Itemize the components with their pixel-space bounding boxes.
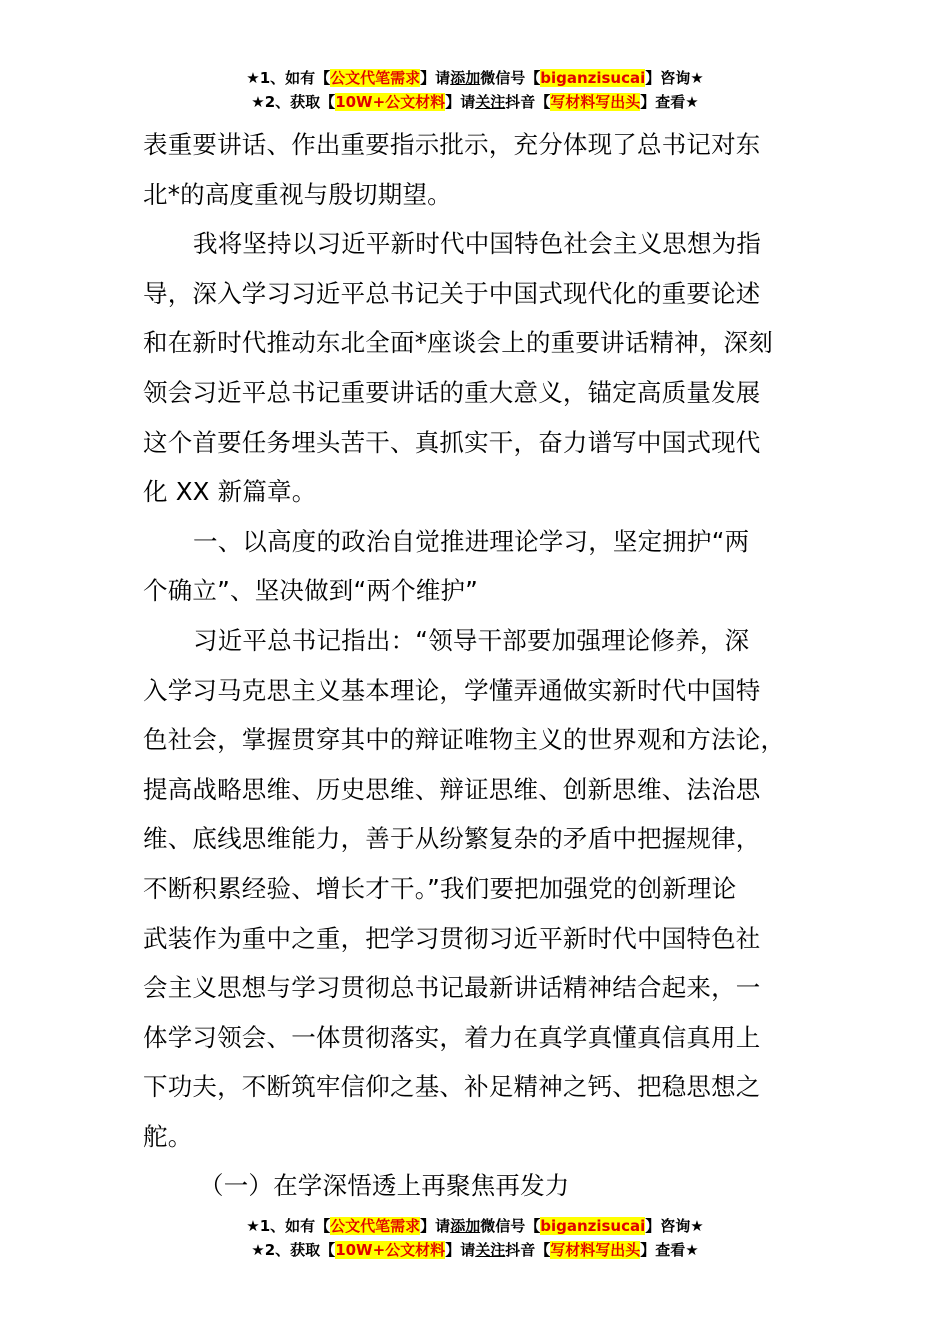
text-line: 不断积累经验、增长才干。”我们要把加强党的创新理论 (143, 873, 737, 903)
text-line: 体学习领会、一体贯彻落实，着力在真学真懂真信真用上 (143, 1022, 761, 1052)
highlight-douyin: 写材料写出头 (550, 93, 641, 111)
banner-line-1: ★1、如有【公文代笔需求】请添加微信号【biganzisucai】咨询★ (246, 1217, 704, 1235)
text-line: 一、以高度的政治自觉推进理论学习，坚定拥护“两 (193, 526, 750, 556)
text-line: 导，深入学习习近平总书记关于中国式现代化的重要论述 (143, 278, 761, 308)
bottom-banner (0, 1214, 950, 1262)
highlight-wechat-id: biganzisucai (540, 1217, 646, 1235)
text-line: 化 XX 新篇章。 (143, 477, 317, 507)
text-line: 下功夫，不断筑牢信仰之基、补足精神之钙、把稳思想之 (143, 1072, 761, 1102)
text-line: 舵。 (143, 1121, 193, 1151)
subsection-heading-1 (143, 1161, 803, 1211)
paragraph-continuation (143, 120, 803, 219)
paragraph-commitment (143, 219, 803, 517)
text-line: 武装作为重中之重，把学习贯彻习近平新时代中国特色社 (143, 923, 761, 953)
highlight-materials: 10W+公文材料 (335, 1241, 446, 1259)
document-body (143, 120, 803, 1211)
text-line: 我将坚持以习近平新时代中国特色社会主义思想为指 (193, 229, 762, 259)
highlight-service: 公文代笔需求 (330, 1217, 421, 1235)
banner-line-1: ★1、如有【公文代笔需求】请添加微信号【biganzisucai】咨询★ (246, 69, 704, 87)
text-line: 和在新时代推动东北全面*座谈会上的重要讲话精神，深刻 (143, 328, 773, 358)
text-line: 色社会，掌握贯穿其中的辩证唯物主义的世界观和方法论， (143, 725, 786, 755)
highlight-douyin: 写材料写出头 (550, 1241, 641, 1259)
text-line: （一）在学深悟透上再聚焦再发力 (199, 1171, 570, 1201)
highlight-wechat-id: biganzisucai (540, 69, 646, 87)
text-line: 习近平总书记指出：“领导干部要加强理论修养，深 (193, 625, 750, 655)
top-banner (0, 66, 950, 114)
banner-line-2: ★2、获取【10W+公文材料】请关注抖音【写材料写出头】查看★ (251, 1241, 699, 1259)
text-line: 会主义思想与学习贯彻总书记最新讲话精神结合起来，一 (143, 973, 761, 1003)
text-line: 提高战略思维、历史思维、辩证思维、创新思维、法治思 (143, 774, 761, 804)
banner-line-2: ★2、获取【10W+公文材料】请关注抖音【写材料写出头】查看★ (251, 93, 699, 111)
text-line: 这个首要任务埋头苦干、真抓实干，奋力谱写中国式现代 (143, 427, 761, 457)
highlight-service: 公文代笔需求 (330, 69, 421, 87)
text-line: 维、底线思维能力，善于从纷繁复杂的矛盾中把握规律， (143, 824, 761, 854)
highlight-materials: 10W+公文材料 (335, 93, 446, 111)
paragraph-quote (143, 616, 803, 1162)
text-line: 领会习近平总书记重要讲话的重大意义，锚定高质量发展 (143, 377, 761, 407)
text-line: 个确立”、坚决做到“两个维护” (143, 576, 479, 606)
text-line: 入学习马克思主义基本理论，学懂弄通做实新时代中国特 (143, 675, 761, 705)
section-heading-1 (143, 517, 803, 616)
text-line: 表重要讲话、作出重要指示批示，充分体现了总书记对东 (143, 130, 761, 159)
text-line: 北*的高度重视与殷切期望。 (143, 179, 452, 209)
